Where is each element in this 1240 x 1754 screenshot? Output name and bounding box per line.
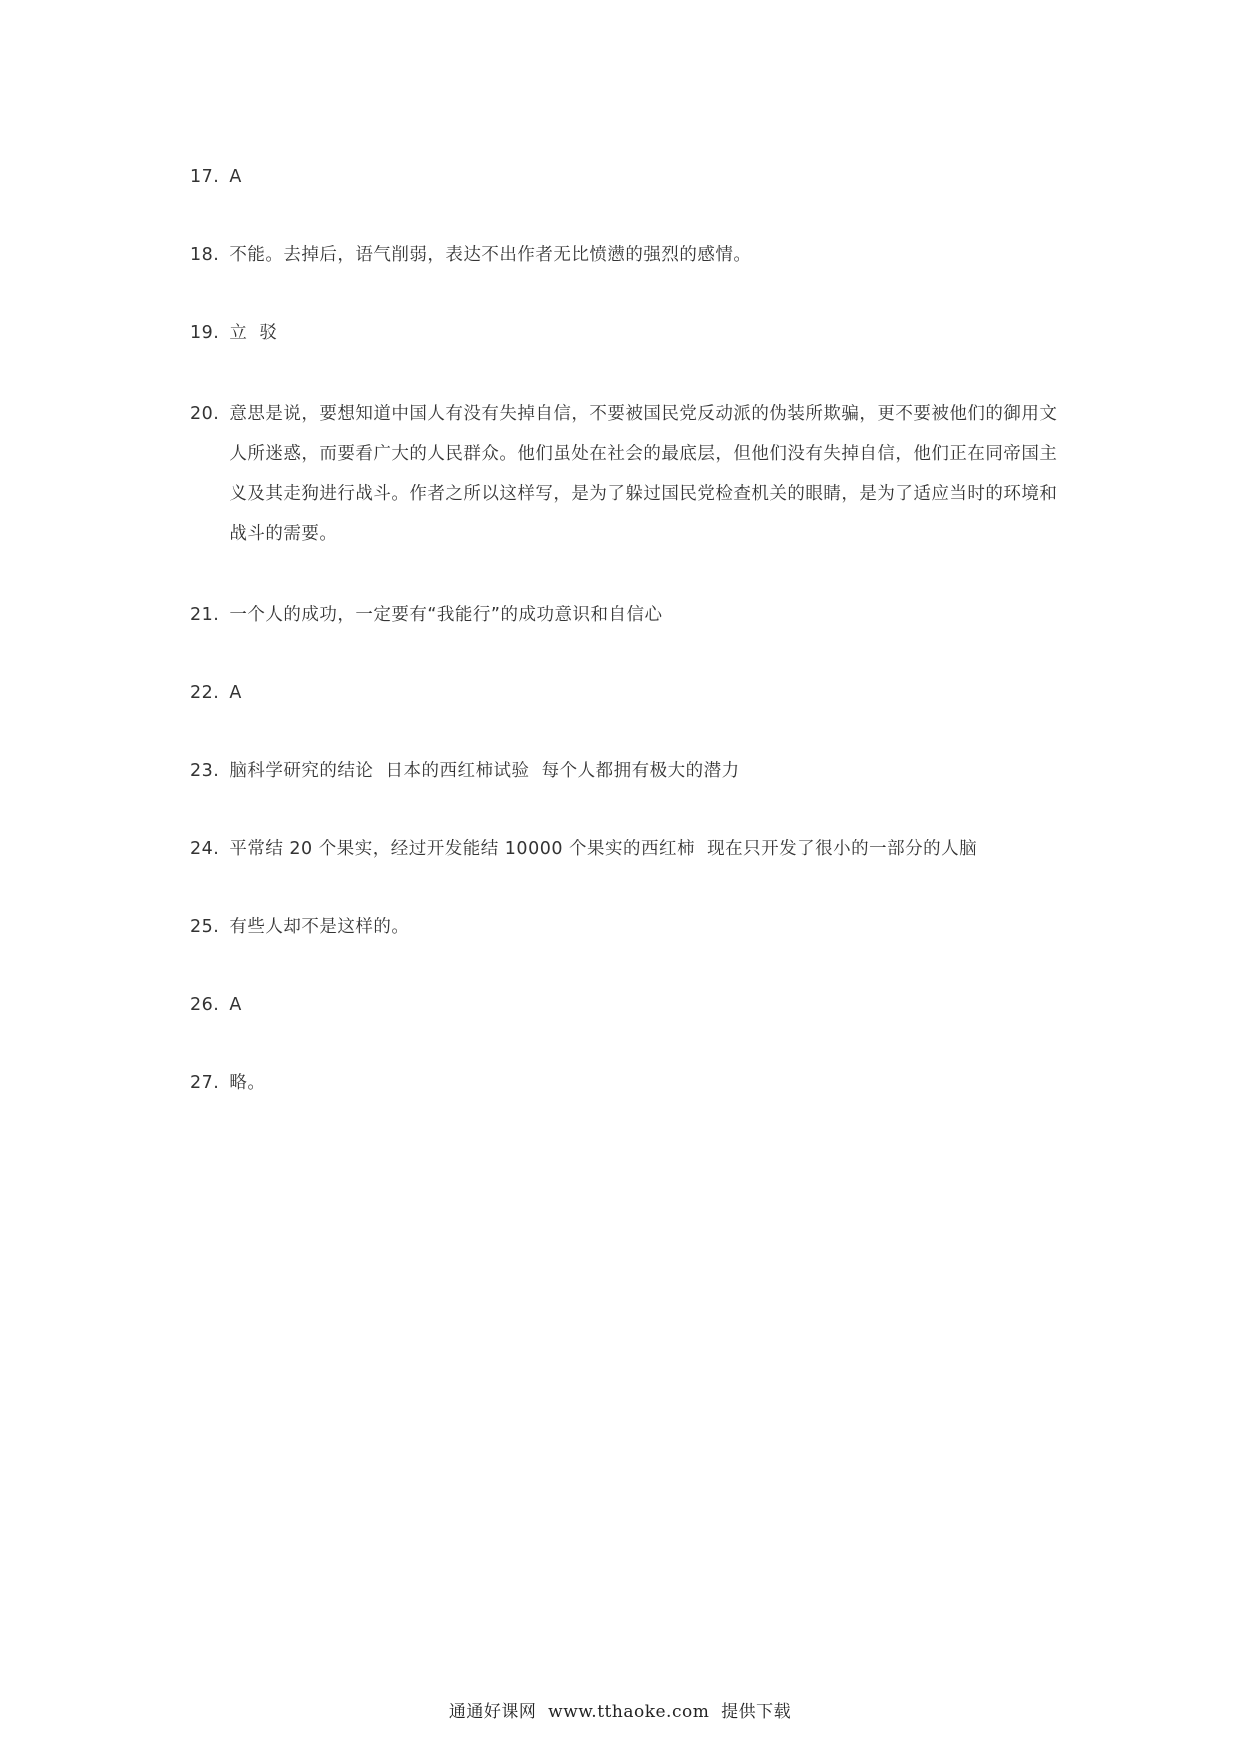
answer-item: [190, 676, 1070, 710]
page-footer: [0, 1697, 1240, 1722]
answer-text: 有些人却不是这样的。: [229, 917, 410, 937]
answer-number: 23.: [190, 761, 220, 781]
answer-text: 脑科学研究的结论 日本的西红柿试验 每个人都拥有极大的潜力: [229, 761, 740, 781]
answer-number: 21.: [190, 605, 220, 625]
answer-item: [190, 910, 1070, 944]
answer-item: [190, 316, 1070, 350]
answer-number: 26.: [190, 995, 220, 1015]
answer-item: [190, 832, 1070, 866]
footer-text: 通通好课网 www.tthaoke.com 提供下载: [448, 1702, 792, 1722]
answer-text: 平常结 20 个果实，经过开发能结 10000 个果实的西红柿 现在只开发了很小的一部分的人脑: [229, 839, 978, 859]
answer-number: 25.: [190, 917, 220, 937]
answer-number: 17.: [190, 167, 220, 187]
answer-item: [190, 394, 1070, 554]
answer-text: A: [229, 167, 242, 187]
answer-text: 意思是说，要想知道中国人有没有失掉自信，不要被国民党反动派的伪装所欺骗，更不要被他们的御用文人所迷惑，而要看广大的人民群众。他们虽处在社会的最底层，但他们没有失掉自信，他们正在同帝国主义及其走狗进行战斗。作者之所以这样写，是为了躲过国民党检查机关的眼睛，是为了适应当时的环境和战斗的需要。: [229, 404, 1058, 544]
answer-number: 20.: [190, 404, 220, 424]
answer-text: 立 驳: [229, 323, 278, 343]
answer-number: 22.: [190, 683, 220, 703]
answer-item: [190, 160, 1070, 194]
answer-text: A: [229, 683, 242, 703]
answer-text: A: [229, 995, 242, 1015]
answer-text: 略。: [229, 1073, 266, 1093]
answer-number: 24.: [190, 839, 220, 859]
answer-number: 27.: [190, 1073, 220, 1093]
answer-item: [190, 988, 1070, 1022]
answer-item: [190, 238, 1070, 272]
answer-item: [190, 598, 1070, 632]
answer-item: [190, 754, 1070, 788]
answer-number: 19.: [190, 323, 220, 343]
answer-list: [190, 160, 1070, 1144]
answer-item: [190, 1066, 1070, 1100]
answer-text: 不能。去掉后，语气削弱，表达不出作者无比愤懑的强烈的感情。: [229, 245, 752, 265]
answer-number: 18.: [190, 245, 220, 265]
answer-text: 一个人的成功，一定要有“我能行”的成功意识和自信心: [229, 605, 663, 625]
